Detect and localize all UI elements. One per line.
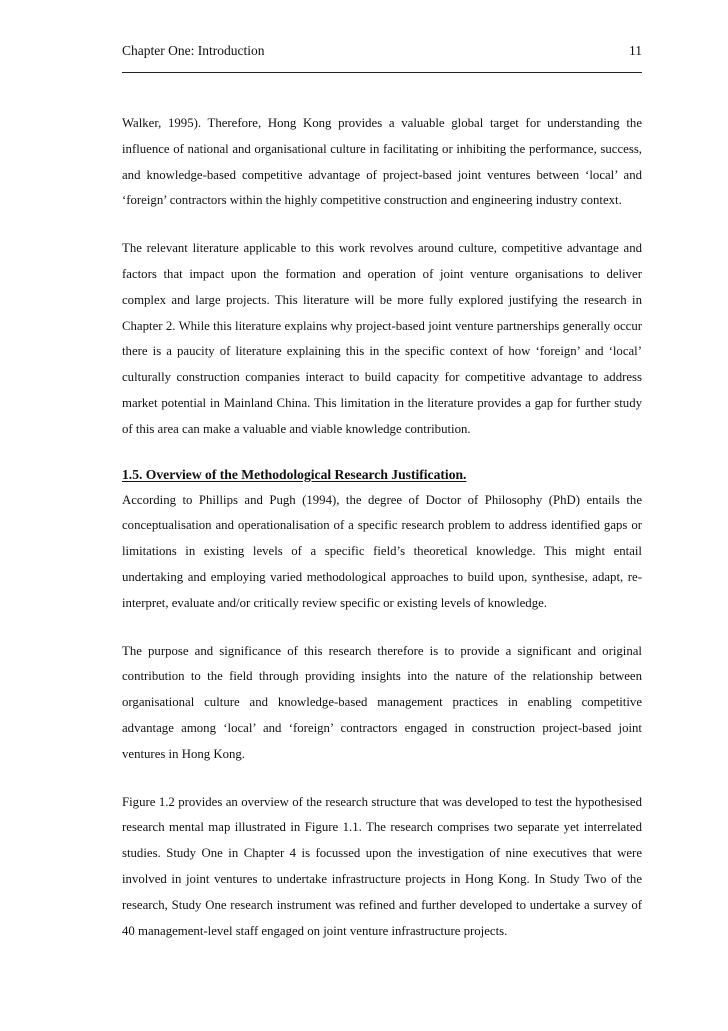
paragraph-3: According to Phillips and Pugh (1994), the degree of Doctor of Philosophy (PhD) entails the conceptualisation and operationalisation of a specific research problem to address identified gaps or limitations in existing levels of a specific field’s theoretical knowledge. This might entail undertaking and employing varied methodological approaches to build upon, synthesise, adapt, re-interpret, evaluate and/or critically review specific or existing levels of knowledge. — [122, 492, 642, 610]
header-rule — [122, 72, 642, 73]
chapter-title: Chapter One: Introduction — [122, 43, 265, 58]
paragraph-4: The purpose and significance of this research therefore is to provide a significant and original contribution to the field through providing insights into the nature of the relationship between organisational culture and knowledge-based management practices in enabling competitive advantage among ‘local’ and ‘foreign’ contractors engaged in construction project-based joint ventures in Hong Kong. — [122, 643, 642, 761]
paragraph-1: Walker, 1995). Therefore, Hong Kong provides a valuable global target for understanding the influence of national and organisational culture in facilitating or inhibiting the performance, success, and knowledge-based competitive advantage of project-based joint ventures between ‘local’ and ‘foreign’ contractors within the highly competitive construction and engineering industry context. — [122, 116, 642, 208]
page-number: 11 — [629, 43, 642, 58]
paragraph-5: Figure 1.2 provides an overview of the research structure that was developed to test the hypothesised research mental map illustrated in Figure 1.1. The research comprises two separate yet interrelated studies. Study One in Chapter 4 is focussed upon the investigation of nine executives that were involved in joint ventures to undertake infrastructure projects in Hong Kong. In Study Two of the research, Study One research instrument was refined and further developed to undertake a survey of 40 management-level staff engaged on joint venture infrastructure projects. — [122, 794, 642, 938]
paragraph-2: The relevant literature applicable to this work revolves around culture, competitive advantage and factors that impact upon the formation and operation of joint venture organisations to deliver complex and large projects. This literature will be more fully explored justifying the research in Chapter 2. While this literature explains why project-based joint venture partnerships generally occur there is a paucity of literature explaining this in the specific context of how ‘foreign’ and ‘local’ culturally construction companies interact to build capacity for competitive advantage to address market potential in Mainland China. This limitation in the literature provides a gap for further study of this area can make a valuable and viable knowledge contribution. — [122, 241, 642, 436]
section-heading-text: 1.5. Overview of the Methodological Research Justification — [122, 466, 464, 482]
page-body — [122, 111, 642, 944]
section-heading-suffix: . — [463, 466, 467, 482]
page-header — [122, 42, 642, 60]
section-heading — [122, 465, 642, 485]
